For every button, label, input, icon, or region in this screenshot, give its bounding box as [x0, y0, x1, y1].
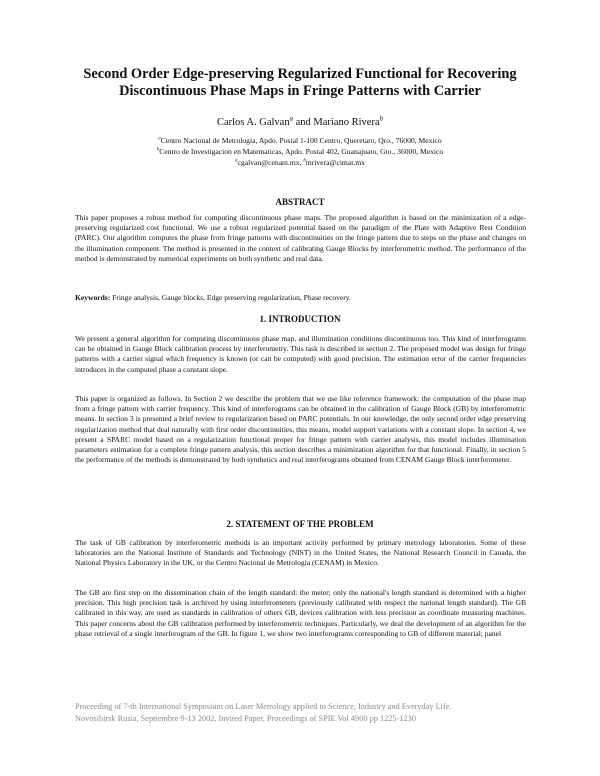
author-emails	[0, 157, 600, 168]
author-1: Carlos A. Galvan	[216, 117, 290, 128]
page-footer	[75, 701, 535, 725]
author-2: Mariano Rivera	[313, 117, 380, 128]
email-a-sup: a	[235, 158, 238, 164]
keywords	[75, 293, 526, 303]
title-line-2: Discontinuous Phase Maps in Fringe Patterns with Carrier	[119, 83, 481, 99]
authors-and: and	[293, 117, 314, 128]
affiliation-b	[0, 146, 600, 157]
affiliation-b-text: Centro de Investigacion en Matematicas, Apdo. Postal 402, Guanajuato, Gto., 36000, Mexico	[159, 147, 444, 156]
affiliation-a	[0, 135, 600, 146]
affiliation-a-sup: a	[158, 136, 161, 142]
abstract-heading: ABSTRACT	[275, 197, 325, 207]
email-a: cgalvan@cenam.mx,	[237, 158, 304, 167]
footer-line-1: Proceeding of 7-th International Symposium on Laser Metrology applied to Science, Industry and Everyday Life.	[75, 702, 452, 711]
abstract-text: This paper proposes a robust method for computing discontinuous phase maps. The proposed algorithm is based on the minimization of a edge-preserving regularized cost functional. We use a robust regularized potential based on the paradigm of the Plate with Adaptive Rest Condition (PARC). Our algorithm computes the phase from fringe patterns with discontinuities on the fringe pattern due to steps on the phase and changes on the illumination component. The method is presented in the context of calibrating Gauge Blocks by interferometric method. The performance of the method is demonstrated by numerical experiments on both synthetic and real data.	[75, 213, 526, 263]
section-1-paragraph-1: We present a general algorithm for computing discontinuous phase map, and illumination conditions discontinuous too. This kind of interferograms can be obtained in Gauge Block calibration process by interferometry. This task is described in section 2. The proposed model was design for fringe patterns with a carrier signal which frequency is known (or can be computed) with good precision. The estimation error of the carrier frequencies introduces in the computed phase a constant slope.	[75, 334, 526, 374]
affiliation-b-sup: b	[156, 147, 160, 153]
author-2-sup: b	[379, 115, 384, 123]
section-2-heading: 2. STATEMENT OF THE PROBLEM	[226, 519, 374, 529]
authors	[0, 117, 600, 128]
email-b-sup: b	[303, 158, 306, 164]
section-2-paragraph-2: The GB are first step on the dissemination chain of the length standard: the meter; only the national's length standard is determined with a higher precision. This high precision task is archived by using interferometers (previously calibrated with respect the national length standard). The GB calibrated in this way, are used as standards in calibration of others GB, devices calibration with less precision as coordinate measuring machines. This paper concerns about the GB calibration performed by interferometric techniques. Particularly, we deal the development of an algorithm for the phase retrieval of a single interferogram of the GB. In figure 1, we show two interferograms corresponding to GB of different material; panel	[75, 588, 526, 638]
section-1-heading: 1. INTRODUCTION	[259, 314, 341, 324]
author-1-sup: a	[289, 115, 293, 123]
title-line-1: Second Order Edge-preserving Regularized Functional for Recovering	[83, 66, 517, 82]
email-b: mrivera@cimat.mx	[305, 158, 365, 167]
affiliation-a-text: Centro Nacional de Metrologia, Apdo. Postal 1-100 Centro, Queretaro, Qro., 76000, Mexico	[160, 136, 442, 145]
section-2-paragraph-1: The task of GB calibration by interferometric methods is an important activity performed by primary metrology laboratories. Some of these laboratories are the National Institute of Standards and Technology (NIST) in the United States, the National Research Council in Canada, the National Physics Laboratory in the UK, or the Centro Nacional de Metrologia (CENAM) in Mexico.	[75, 538, 526, 568]
keywords-label: Keywords:	[75, 293, 111, 302]
footer-line-2: Novosibirsk Rusia, Septiembre 9-13 2002, Invited Paper, Proceedings of SPIE Vol 4900 pp 1225-1230	[75, 714, 416, 723]
paper-title	[40, 66, 560, 100]
section-1-paragraph-2: This paper is organized as follows. In Section 2 we describe the problem that we use like reference framework: the computation of the phase map from a fringe pattern with carrier frequency. This kind of interferograms can be obtained in the calibration of Gauge Block (GB) by interferometric means. In section 3 is presented a brief review to regularization based on PARC potentials. In our knowledge, the only second order edge preserving regularization method that deal naturally with first order discontinuities, this means, model support variations with a constant slope. In section 4, we present a SPARC model based on a regularization functional proper for fringe pattern with carrier analysis, this model includes illumination parameters estimation for a complete fringe pattern analysis, this section describes a minimization algorithm for that functional. Finally, in section 5 the performance of the methods is demonstrated by both synthetics and real interferograms obtained from CENAM Gauge Block interferometer.	[75, 394, 526, 465]
keywords-text: Fringe analysis, Gauge blocks, Edge preserving regularization, Phase recovery.	[110, 293, 351, 302]
